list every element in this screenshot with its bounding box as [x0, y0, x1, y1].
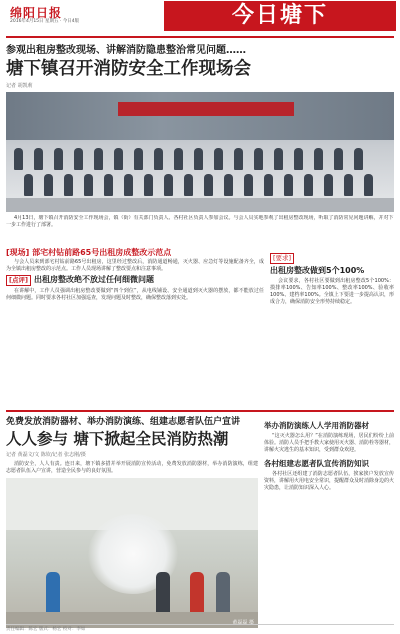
audience-figure	[354, 148, 363, 170]
audience-figure	[214, 148, 223, 170]
photo-caption: 黄磊磊 摄	[232, 620, 254, 626]
audience-figure	[334, 148, 343, 170]
comment-tag: [点评]	[6, 275, 31, 286]
audience-figure	[34, 148, 43, 170]
story2-byline: 记者 黄磊文/文 陈钦/记者 张志刚/摄	[6, 452, 86, 458]
story2-headline: 人人参与 塘下掀起全民消防热潮	[6, 430, 229, 448]
story1-side-column	[270, 245, 394, 405]
story1-byline: 记者 胡凯莉	[6, 83, 33, 89]
person-figure	[46, 572, 60, 616]
dateline: 2016年4月15日 星期五 · 今日4版	[10, 19, 80, 24]
drill-heading: 举办消防演练人人学用消防器材	[264, 421, 369, 430]
audience-figure	[264, 174, 273, 196]
audience-figure	[134, 148, 143, 170]
section-comment-text: 在讲解中，工作人员强调出租房整改要做到“四个到位”，从电线铺设、安全通道到灭火器的摆放，都不能放过任何细微问题。同时要求各村社区加强巡查，发现问题及时整改，确保整改落到实处。	[6, 288, 264, 301]
audience-figure	[174, 148, 183, 170]
newspaper-brand: 绵阳日报	[10, 6, 63, 20]
photo-people	[14, 148, 386, 200]
comment-heading-text: 出租房整改绝不放过任何细微问题	[33, 275, 154, 284]
masthead	[6, 0, 394, 38]
story1-lead: 4月13日，塘下镇召开消防安全工作现场会，镇（街）有关部门负责人、各村社区负责人参加会议。与会人员实地参观了出租房整改现场，听取了消防常见问题讲解，并对下一步工作进行了部署。	[6, 215, 394, 229]
audience-figure	[74, 148, 83, 170]
story1-headline: 塘下镇召开消防安全工作现场会	[6, 59, 251, 79]
audience-figure	[324, 174, 333, 196]
audience-figure	[304, 174, 313, 196]
story1-main-column	[6, 245, 264, 405]
photo-banner	[118, 102, 294, 116]
audience-figure	[94, 148, 103, 170]
audience-figure	[154, 148, 163, 170]
audience-figure	[274, 148, 283, 170]
volunteer-heading: 各村组建志愿者队宣传消防知识	[264, 459, 369, 468]
audience-figure	[144, 174, 153, 196]
audience-figure	[244, 174, 253, 196]
audience-figure	[124, 174, 133, 196]
audience-figure	[234, 148, 243, 170]
audience-figure	[24, 174, 33, 196]
story1-columns	[6, 245, 394, 405]
audience-figure	[344, 174, 353, 196]
audience-figure	[44, 174, 53, 196]
story2-text: 消防安全，人人有责。连日来，塘下镇多措并举开展消防宣传活动，免费发放消防器材，举办消防演练，组建志愿者队伍入户宣讲，营造全民参与的良好氛围。	[6, 461, 258, 474]
drill-text: “这灭火器怎么用？”在消防演练现场，居民们纷纷上前体验。消防人员手把手教大家使用灭火器、消防栓等器材，讲解火灾逃生的基本知识，受到群众欢迎。	[264, 433, 395, 453]
audience-figure	[364, 174, 373, 196]
audience-figure	[104, 174, 113, 196]
audience-figure	[114, 148, 123, 170]
audience-figure	[314, 148, 323, 170]
audience-figure	[194, 148, 203, 170]
section-comment-heading	[6, 274, 264, 286]
story2-side-column	[264, 416, 394, 628]
audience-figure	[294, 148, 303, 170]
story2-kicker: 免费发放消防器材、举办消防演练、组建志愿者队伍户宣讲	[6, 417, 241, 427]
page-footer: 责任编辑：陈宏 版式：杨宏 校对：李如	[6, 624, 394, 632]
section-divider	[6, 410, 394, 412]
audience-figure	[14, 148, 23, 170]
person-figure	[190, 572, 204, 616]
audience-figure	[184, 174, 193, 196]
requirement-tag: [要求]	[270, 253, 294, 264]
audience-figure	[284, 174, 293, 196]
photo-hall	[6, 92, 394, 140]
audience-figure	[64, 174, 73, 196]
section-scene-heading: [现场] 部宅村钻前路65号出租房成整改示范点	[6, 248, 172, 257]
section-title: 今日塘下	[164, 1, 396, 31]
volunteer-text: 各村社区还组建了消防志愿者队伍，挨家挨户发放宣传资料，讲解用火用电安全常识，提醒群众及时消除身边的火灾隐患，让消防知识深入人心。	[264, 471, 395, 491]
story2-main-column	[6, 416, 258, 628]
photo-stage	[6, 198, 394, 212]
section-scene-text: 与会人员来到部宅村钻前路65号出租房，这里经过整改后，消防通道畅通，灭火器、应急灯等设施配备齐全，成为全镇出租房整改的示范点。工作人员现场讲解了整改要点和注意事项。	[6, 259, 264, 272]
story1-kicker: 参观出租房整改现场、讲解消防隐患整治常见问题……	[6, 45, 246, 56]
audience-figure	[204, 174, 213, 196]
requirement-heading: 出租房整改做到5个100%	[270, 266, 365, 275]
drill-photo	[6, 478, 258, 628]
story2-columns	[6, 416, 394, 628]
audience-figure	[224, 174, 233, 196]
requirement-text: 会议要求，各村社区要做到出租房整改5个100%：摸排率100%、告知率100%、整改率100%、验收率100%、建档率100%。全镇上下要进一步提高认识，形成合力，确保消防安全形势持续稳定。	[270, 278, 394, 305]
meeting-photo	[6, 92, 394, 212]
audience-figure	[254, 148, 263, 170]
audience-figure	[164, 174, 173, 196]
person-figure	[216, 572, 230, 616]
audience-figure	[84, 174, 93, 196]
person-figure	[156, 572, 170, 616]
audience-figure	[54, 148, 63, 170]
